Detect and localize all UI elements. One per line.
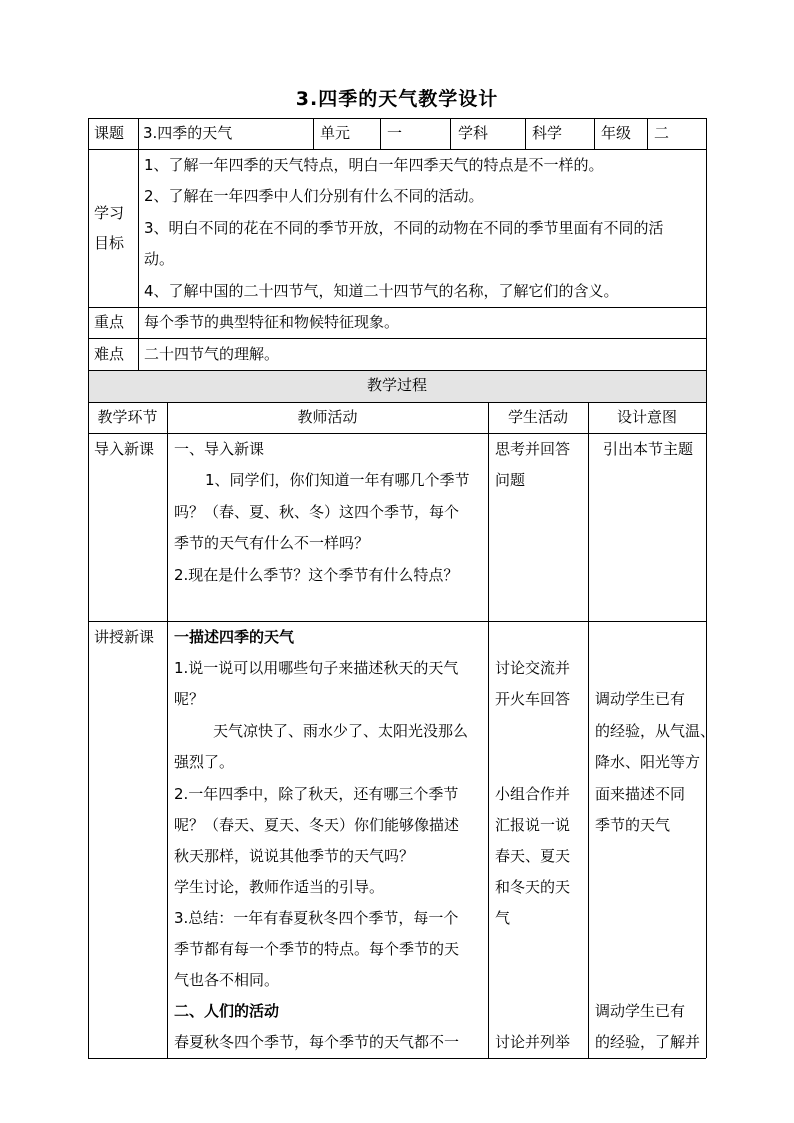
table-rule xyxy=(138,149,139,370)
intro-teacher-line: 季节的天气有什么不一样吗？ xyxy=(174,534,370,552)
subject-value: 科学 xyxy=(532,124,563,142)
intro-stage: 导入新课 xyxy=(94,440,155,458)
lecture-teacher-line: 天气凉快了、雨水少了、太阳光没那么 xyxy=(213,722,469,740)
table-rule xyxy=(380,118,381,149)
grade-value: 二 xyxy=(654,124,670,142)
lecture-teacher-line: 呢？ xyxy=(174,690,205,708)
goals-label: 学习 xyxy=(94,204,125,222)
subject-label: 学科 xyxy=(458,124,489,142)
goal-item: 2、了解在一年四季中人们分别有什么不同的活动。 xyxy=(144,187,484,205)
header-intent: 设计意图 xyxy=(616,408,677,426)
table-rule xyxy=(488,402,489,1058)
table-border-bottom xyxy=(88,1058,706,1059)
lecture-intent-line: 的经验，从气温、 xyxy=(595,722,716,740)
lecture-teacher-line: 1.说一说可以用哪些句子来描述秋天的天气 xyxy=(174,659,459,677)
lecture-teacher-line: 3.总结：一年有春夏秋冬四个季节，每一个 xyxy=(174,909,459,927)
goals-label: 目标 xyxy=(94,234,125,252)
table-rule xyxy=(525,118,526,149)
lecture-teacher-line: 气也各不相同。 xyxy=(174,971,280,989)
lecture-student-line: 讨论并列举 xyxy=(495,1033,571,1051)
lecture-teacher-line: 2.一年四季中，除了秋天，还有哪三个季节 xyxy=(174,785,459,803)
unit-label: 单元 xyxy=(320,124,351,142)
unit-value: 一 xyxy=(387,124,403,142)
lecture-teacher-line: 强烈了。 xyxy=(174,753,235,771)
lecture-student-line: 气 xyxy=(495,909,511,927)
lecture-intent-line: 调动学生已有 xyxy=(595,1002,686,1020)
goal-item: 动。 xyxy=(144,250,175,268)
lecture-intent-line: 降水、阳光等方 xyxy=(595,753,701,771)
lecture-intent-line: 季节的天气 xyxy=(595,816,671,834)
intro-teacher-line: 吗？（春、夏、秋、冬）这四个季节，每个 xyxy=(174,503,460,521)
lecture-student-line: 春天、夏天 xyxy=(495,847,571,865)
lecture-intent-line: 面来描述不同 xyxy=(595,785,686,803)
lecture-section-heading: 一描述四季的天气 xyxy=(174,628,295,646)
header-teacher: 教师活动 xyxy=(297,408,358,426)
lecture-student-line: 开火车回答 xyxy=(495,690,571,708)
difficulty-label: 难点 xyxy=(94,345,125,363)
goal-item: 1、了解一年四季的天气特点，明白一年四季天气的特点是不一样的。 xyxy=(144,156,604,174)
difficulty-value: 二十四节气的理解。 xyxy=(144,345,280,363)
header-student: 学生活动 xyxy=(507,408,568,426)
lecture-student-line: 和冬天的天 xyxy=(495,878,571,896)
table-rule xyxy=(594,118,595,149)
key-point-label: 重点 xyxy=(94,313,125,331)
course-label: 课题 xyxy=(94,124,125,142)
table-rule xyxy=(588,402,589,1058)
grade-label: 年级 xyxy=(601,124,632,142)
intro-student-line: 问题 xyxy=(495,471,526,489)
process-title: 教学过程 xyxy=(366,376,427,394)
lecture-intent-line: 的经验，了解并 xyxy=(595,1033,701,1051)
table-border-right xyxy=(706,118,707,1058)
table-rule xyxy=(167,402,168,1058)
lecture-intent-line: 调动学生已有 xyxy=(595,690,686,708)
lecture-teacher-line: 春夏秋冬四个季节，每个季节的天气都不一 xyxy=(174,1033,460,1051)
table-rule xyxy=(450,118,451,149)
document-title: 3.四季的天气教学设计 xyxy=(295,88,499,110)
lecture-stage: 讲授新课 xyxy=(94,628,155,646)
table-rule xyxy=(138,118,139,149)
lecture-student-line: 小组合作并 xyxy=(495,785,571,803)
header-stage: 教学环节 xyxy=(97,408,158,426)
intro-teacher-line: 一、导入新课 xyxy=(174,440,265,458)
lecture-teacher-line: 季节都有每一个季节的特点。每个季节的天 xyxy=(174,940,460,958)
course-value: 3.四季的天气 xyxy=(143,124,233,142)
goal-item: 3、明白不同的花在不同的季节开放，不同的动物在不同的季节里面有不同的活 xyxy=(144,219,664,237)
lecture-student-line: 汇报说一说 xyxy=(495,816,571,834)
table-rule xyxy=(647,118,648,149)
lecture-section-heading: 二、人们的活动 xyxy=(174,1002,280,1020)
table-rule xyxy=(313,118,314,149)
intro-teacher-line: 1、同学们，你们知道一年有哪几个季节 xyxy=(205,471,470,489)
intro-student-line: 思考并回答 xyxy=(495,440,571,458)
goal-item: 4、了解中国的二十四节气，知道二十四节气的名称，了解它们的含义。 xyxy=(144,282,619,300)
intro-teacher-line: 2.现在是什么季节？这个季节有什么特点？ xyxy=(174,566,459,584)
lecture-teacher-line: 秋天那样，说说其他季节的天气吗？ xyxy=(174,847,415,865)
lecture-teacher-line: 呢？（春天、夏天、冬天）你们能够像描述 xyxy=(174,816,460,834)
lecture-student-line: 讨论交流并 xyxy=(495,659,571,677)
lecture-teacher-line: 学生讨论，教师作适当的引导。 xyxy=(174,878,385,896)
intro-intent: 引出本节主题 xyxy=(603,440,694,458)
table-border-left xyxy=(88,118,89,1058)
key-point-value: 每个季节的典型特征和物候特征现象。 xyxy=(144,313,400,331)
